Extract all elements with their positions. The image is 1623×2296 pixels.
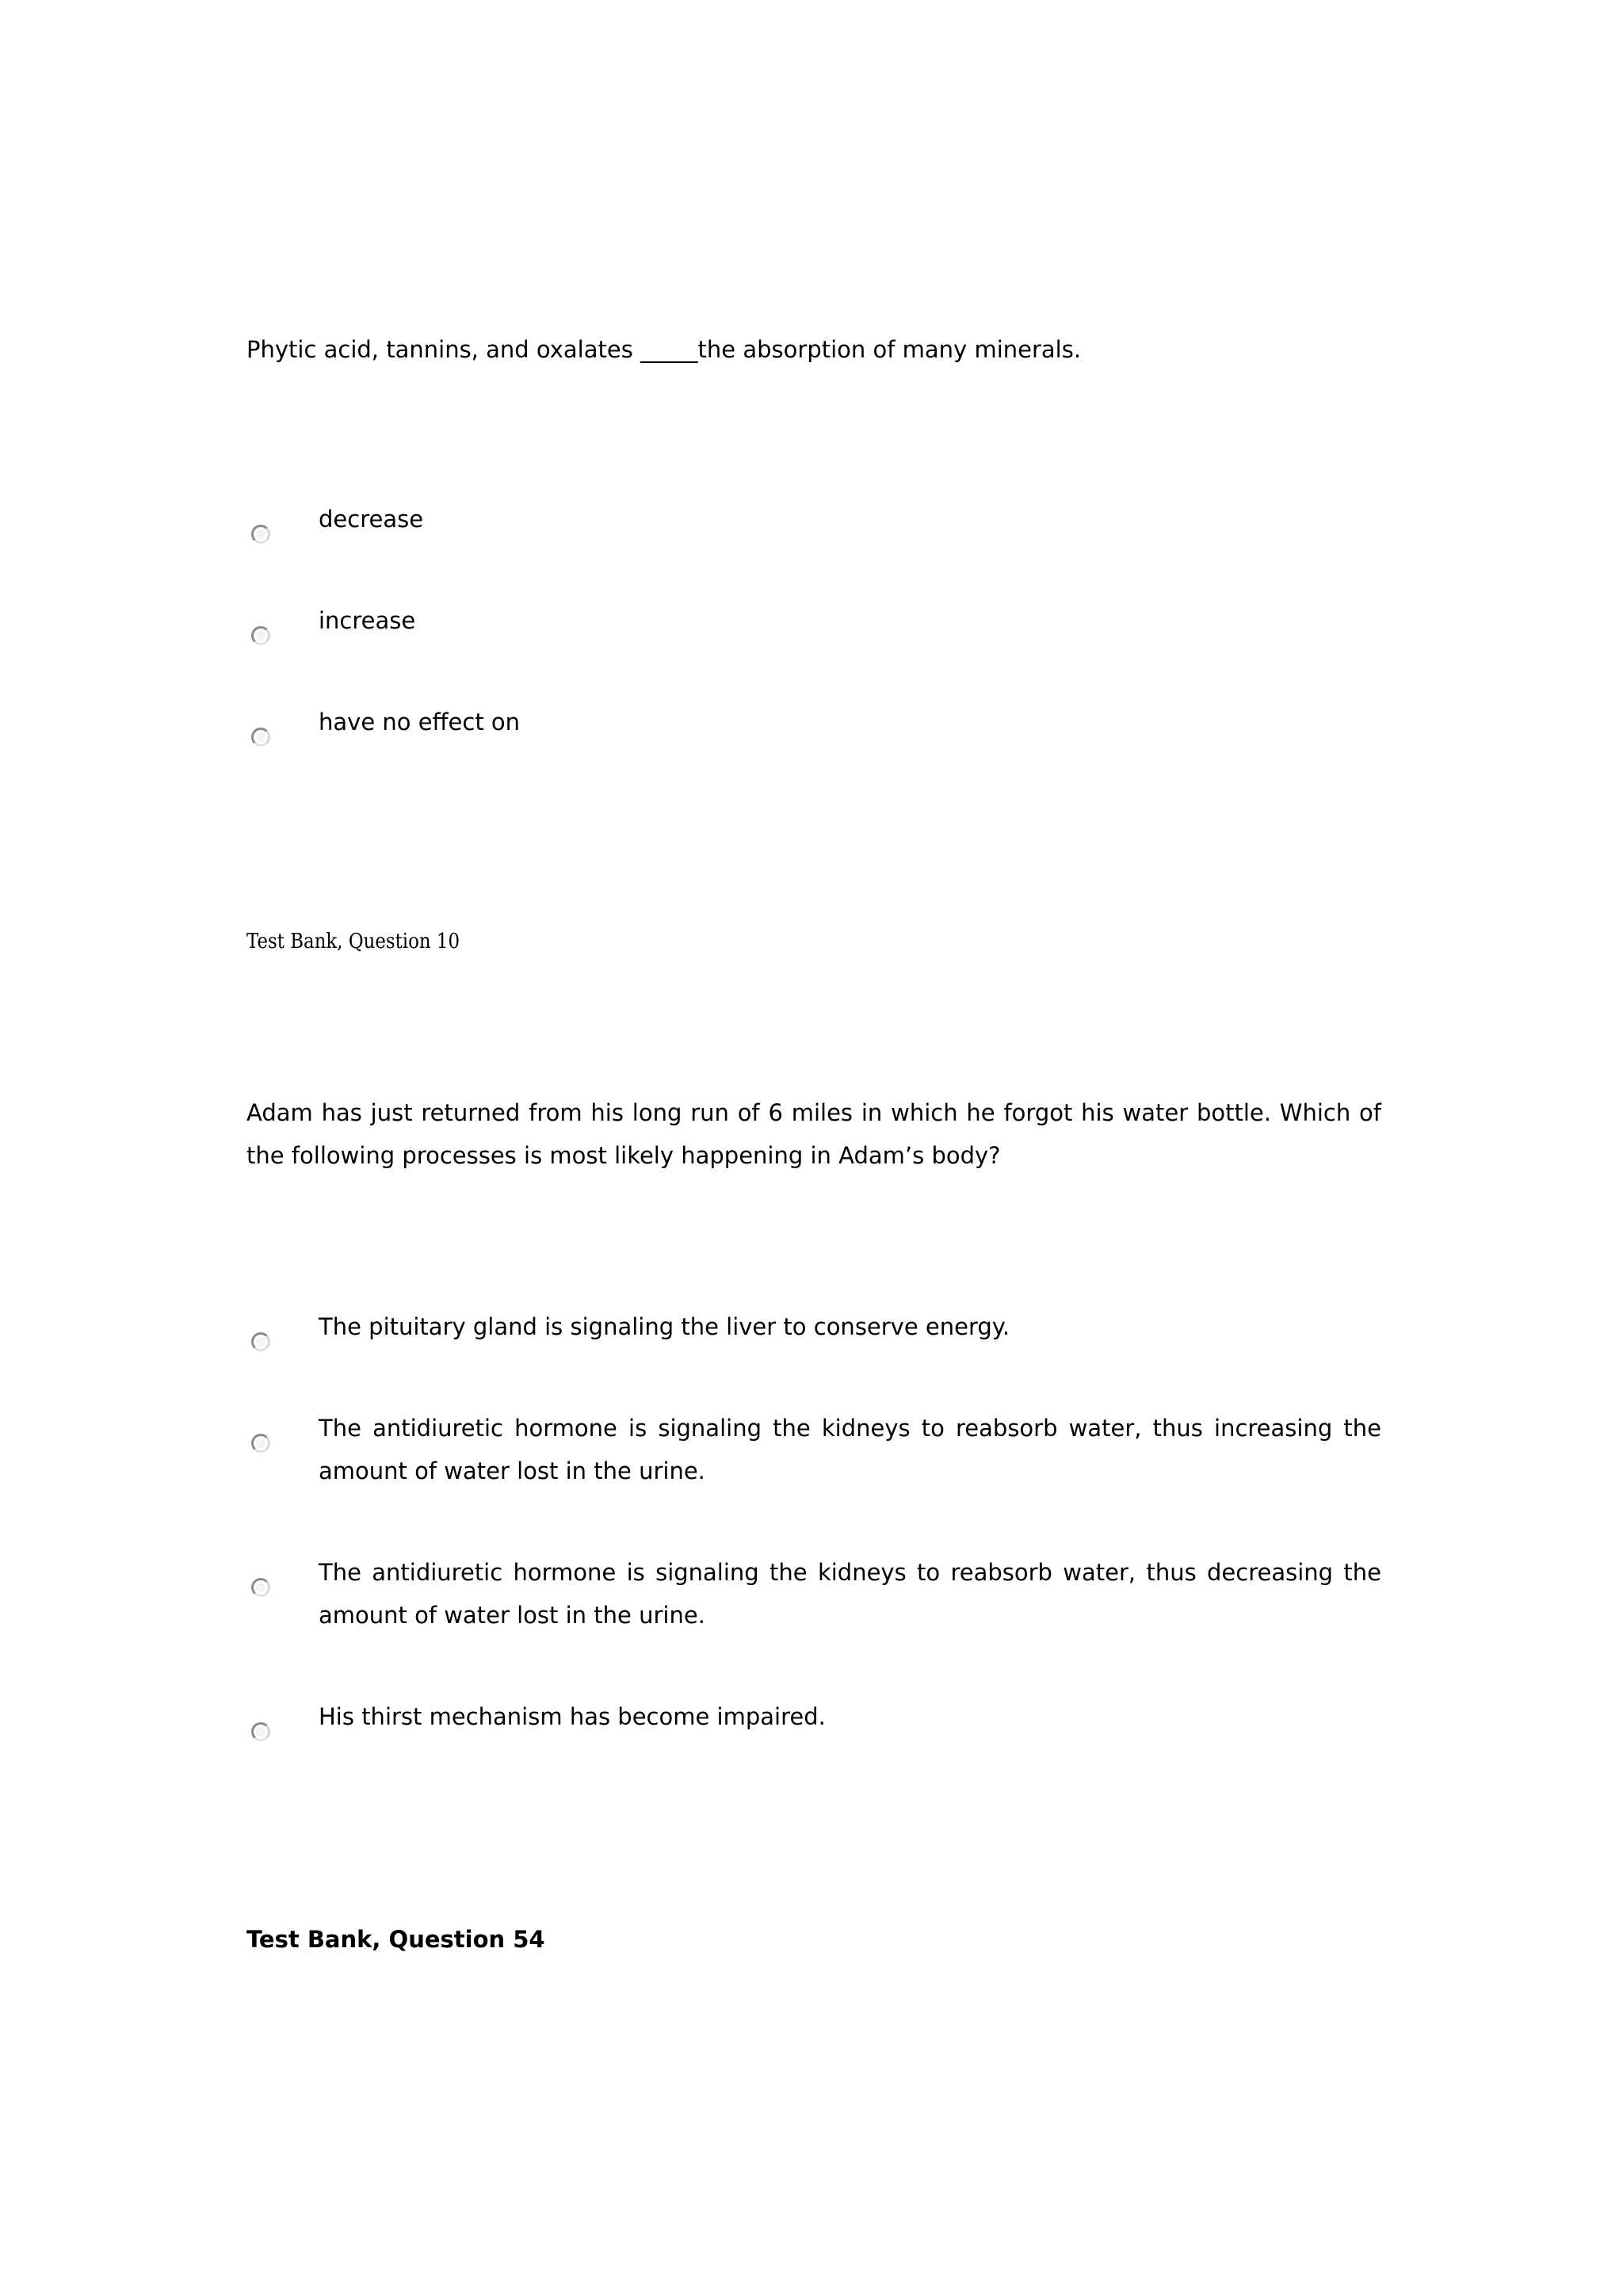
option-label: decrease [319,506,424,533]
radio-button-icon[interactable] [251,1434,270,1453]
question-text: Adam has just returned from his long run of 6 miles in which he forgot his water bottle. Which of the following processes is most likely happening in Adam’s body? [246,1099,1381,1169]
radio-button-icon[interactable] [251,1722,270,1741]
radio-button-icon[interactable] [251,626,270,645]
option-label: The antidiuretic hormone is signaling the kidneys to reabsorb water, thus increasing the amount of water lost in the urine. [319,1415,1381,1484]
option-label: His thirst mechanism has become impaired. [319,1703,826,1730]
option-label: The antidiuretic hormone is signaling the kidneys to reabsorb water, thus decreasing the amount of water lost in the urine. [319,1559,1381,1629]
question-text: Phytic acid, tannins, and oxalates _____the absorption of many minerals. [246,336,1082,363]
option-label: The pituitary gland is signaling the liver to conserve energy. [319,1313,1010,1340]
radio-button-icon[interactable] [251,1578,270,1597]
option-label: have no effect on [319,709,521,735]
radio-button-icon[interactable] [251,1332,270,1351]
question-heading: Test Bank, Question 54 [246,1926,545,1953]
radio-button-icon[interactable] [251,525,270,544]
question-heading: Test Bank, Question 10 [246,930,460,953]
option-label: increase [319,607,416,634]
radio-button-icon[interactable] [251,728,270,747]
